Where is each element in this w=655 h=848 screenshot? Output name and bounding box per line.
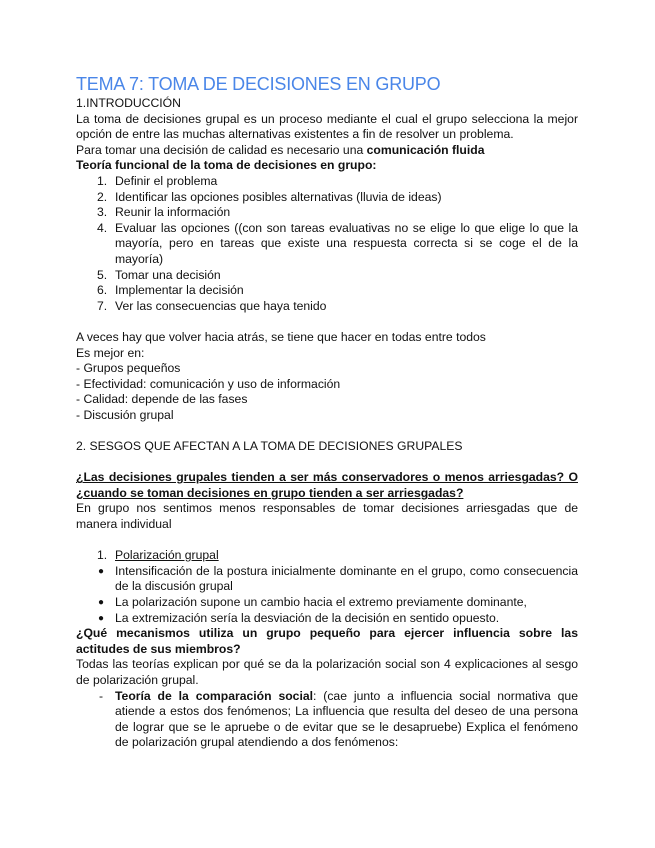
list-item xyxy=(76,174,578,190)
document-page xyxy=(76,72,578,751)
item-text: Evaluar las opciones ((con son tareas evaluativas no se elige lo que elige lo que la mayoría, pero en tareas que existe una respuesta correcta si se coge el de la mayoría) xyxy=(115,220,578,266)
better-item: - Calidad: depende de las fases xyxy=(76,392,248,407)
theory-text: : (cae junto a influencia social normativa que atiende a estos dos fenómenos; La influencia que resulta del deseo de una persona de lograr que se le apruebe o de evitar que se le desapruebe) Explica el fenómeno de polarización grupal atendiendo a dos fenómenos: xyxy=(115,688,578,750)
quality-text: Para tomar una decisión de calidad es necesario una xyxy=(76,142,367,157)
list-item xyxy=(76,299,578,315)
bullet-icon: ● xyxy=(98,612,105,624)
list-item xyxy=(76,564,578,595)
list-item xyxy=(76,611,578,627)
quality-line xyxy=(76,143,578,159)
item-text: La extremización sería la desviación de la decisión en sentido opuesto. xyxy=(115,610,500,625)
spacer xyxy=(76,533,578,549)
bullet-icon: ● xyxy=(98,597,105,608)
item-number: 7. xyxy=(97,298,108,313)
list-item xyxy=(76,548,578,564)
section2-heading: 2. SESGOS QUE AFECTAN A LA TOMA DE DECISIONES GRUPALES xyxy=(76,439,463,454)
item-text: Definir el problema xyxy=(115,173,218,188)
intro-paragraph: La toma de decisiones grupal es un proceso mediante el cual el grupo selecciona la mejor opción de entre las muchas alternativas existentes a fin de resolver un problema. xyxy=(76,111,578,142)
item-number: 2. xyxy=(97,189,108,204)
item-text: Reunir la información xyxy=(115,205,231,220)
theories-paragraph: Todas las teorías explican por qué se da la polarización social son 4 explicaciones al sesgo de polarización grupal. xyxy=(76,657,578,687)
back-text: A veces hay que volver hacia atrás, se tiene que hacer en todas entre todos xyxy=(76,329,486,344)
group-paragraph: En grupo nos sentimos menos responsables de tomar decisiones arriesgadas que de manera individual xyxy=(76,501,578,532)
polarization-list xyxy=(76,548,578,564)
item-text: Ver las consecuencias que haya tenido xyxy=(115,298,327,313)
bullet-icon: ● xyxy=(98,565,105,577)
list-item xyxy=(76,268,578,284)
item-text: Tomar una decisión xyxy=(115,267,221,282)
list-item xyxy=(76,190,578,206)
item-number: 3. xyxy=(97,205,108,220)
list-item xyxy=(76,221,578,268)
theory-heading: Teoría funcional de la toma de decisiones en grupo: xyxy=(76,158,377,173)
spacer xyxy=(76,455,578,471)
quality-bold: comunicación fluida xyxy=(366,142,485,157)
steps-list xyxy=(76,174,578,314)
item-number: 5. xyxy=(97,267,108,282)
theories-list xyxy=(76,689,578,751)
item-number: 1. xyxy=(97,548,108,563)
better-in-label: Es mejor en: xyxy=(76,345,145,360)
list-item xyxy=(76,595,578,611)
document-title: TEMA 7: TOMA DE DECISIONES EN GRUPO xyxy=(76,74,441,94)
list-item xyxy=(76,689,578,751)
question-1: ¿Las decisiones grupales tienden a ser más conservadores o menos arriesgadas? O ¿cuando se toman decisiones en grupo tienden a ser arriesgadas? xyxy=(76,470,578,500)
better-item: - Discusión grupal xyxy=(76,407,174,422)
item-text: Intensificación de la postura inicialmente dominante en el grupo, como consecuencia de la discusión grupal xyxy=(115,563,578,594)
polarization-label: Polarización grupal xyxy=(115,548,219,563)
item-text: La polarización supone un cambio hacia el extremo previamente dominante, xyxy=(115,595,527,609)
item-number: 1. xyxy=(97,173,108,188)
intro-heading: 1.INTRODUCCIÓN xyxy=(76,96,181,110)
better-item: - Efectividad: comunicación y uso de información xyxy=(76,376,341,391)
item-number: 4. xyxy=(97,220,108,235)
spacer xyxy=(76,423,578,439)
spacer xyxy=(76,314,578,330)
list-item xyxy=(76,205,578,221)
polarization-points xyxy=(76,564,578,626)
better-item: - Grupos pequeños xyxy=(76,361,181,376)
dash-marker: - xyxy=(99,688,104,703)
list-item xyxy=(76,283,578,299)
item-number: 6. xyxy=(97,283,108,298)
item-text: Identificar las opciones posibles alternativas (lluvia de ideas) xyxy=(115,189,442,204)
question-2: ¿Qué mecanismos utiliza un grupo pequeño para ejercer influencia sobre las actitudes de sus miembros? xyxy=(76,626,578,656)
item-text: Implementar la decisión xyxy=(115,283,244,298)
theory-bold: Teoría de la comparación social xyxy=(115,688,313,703)
